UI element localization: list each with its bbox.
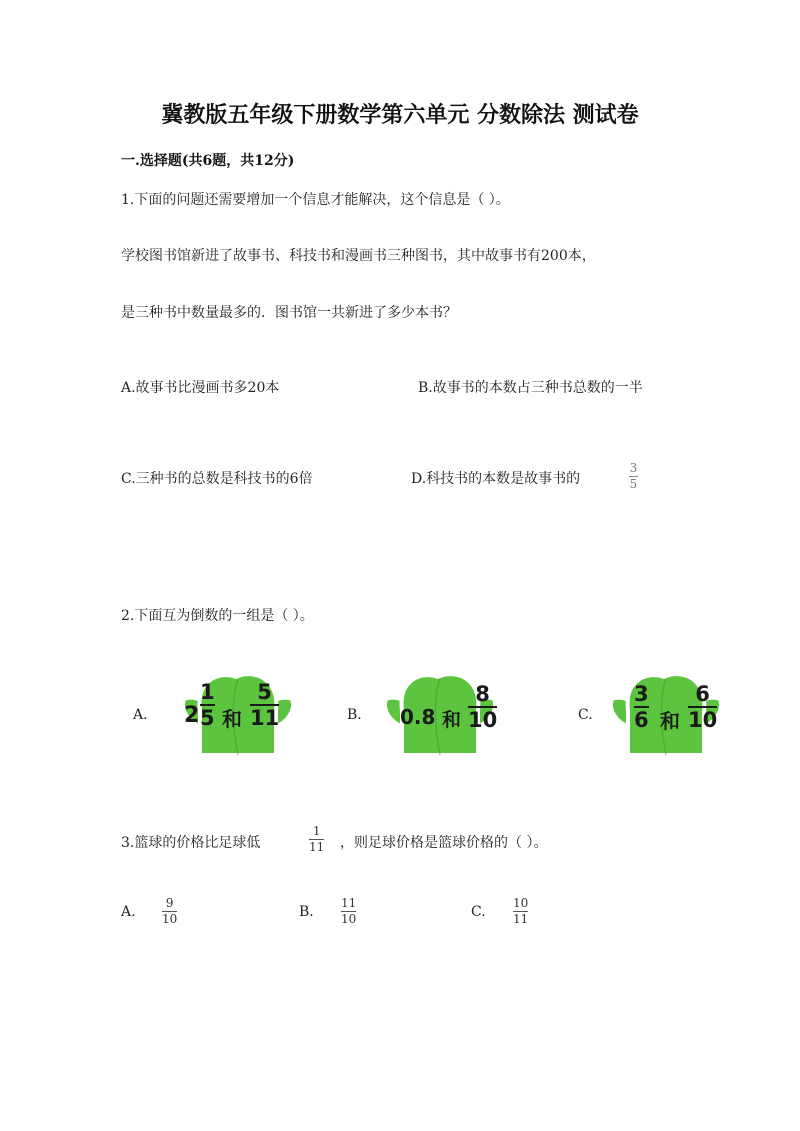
q1-context-line1: 学校图书馆新进了故事书、科技书和漫画书三种图书，其中故事书有200本， [121, 248, 596, 264]
fraction-denominator: 5 [200, 706, 215, 730]
fraction-numerator: 3 [634, 682, 649, 706]
fraction-denominator: 5 [629, 477, 638, 491]
fraction-denominator: 10 [688, 708, 718, 732]
fraction-numerator: 11 [341, 896, 357, 910]
he-connector: 和 [660, 709, 680, 733]
whole-number: 2 [184, 703, 200, 728]
first-fraction [634, 683, 649, 731]
q2-option-a-label[interactable]: A. [133, 707, 148, 723]
q3-stem-before: 3.篮球的价格比足球低 [121, 835, 261, 851]
q1-option-c[interactable]: C.三种书的总数是科技书的6倍 [121, 471, 313, 487]
q2-option-b-hat-image[interactable] [380, 665, 500, 757]
fraction-denominator: 10 [341, 912, 357, 926]
q1-context-line2: 是三种书中数量最多的．图书馆一共新进了多少本书？ [121, 305, 457, 321]
fraction-numerator: 8 [475, 682, 490, 706]
fraction-denominator: 11 [250, 706, 280, 730]
fraction-denominator: 11 [513, 912, 529, 926]
q3-option-b-label[interactable]: B. [299, 904, 314, 920]
fraction-denominator: 6 [634, 708, 649, 732]
page-title: 冀教版五年级下册数学第六单元 分数除法 测试卷 [161, 102, 639, 128]
second-fraction [250, 681, 279, 729]
q3-stem-after: ，则足球价格是篮球价格的（ ）。 [340, 835, 548, 851]
he-connector: 和 [222, 707, 242, 731]
q2-option-c-hat-image[interactable] [606, 665, 726, 757]
q1-option-a[interactable]: A.故事书比漫画书多20本 [121, 380, 280, 396]
fraction-denominator: 10 [162, 912, 178, 926]
fraction-numerator: 1 [200, 680, 215, 704]
fraction-numerator: 10 [513, 896, 529, 910]
fraction-numerator: 3 [629, 461, 638, 475]
q1-option-d[interactable]: D.科技书的本数是故事书的 [411, 471, 581, 487]
fraction-numerator: 1 [312, 824, 321, 838]
fraction-numerator: 9 [165, 896, 174, 910]
q3-option-b-fraction[interactable] [341, 897, 356, 926]
section-heading: 一.选择题(共6题，共12分) [121, 153, 295, 169]
q3-option-c-label[interactable]: C. [471, 904, 486, 920]
second-fraction [688, 683, 717, 731]
q3-option-c-fraction[interactable] [513, 897, 528, 926]
q3-option-a-label[interactable]: A. [121, 904, 136, 920]
mixed-fraction-part [200, 681, 215, 729]
decimal-value: 0.8 [400, 705, 436, 729]
q1-stem: 1.下面的问题还需要增加一个信息才能解决，这个信息是（ ）。 [121, 192, 510, 208]
fraction-denominator: 10 [468, 708, 498, 732]
he-connector: 和 [442, 709, 462, 731]
fraction-numerator: 5 [257, 680, 272, 704]
q2-stem: 2.下面互为倒数的一组是（ ）。 [121, 608, 314, 624]
fraction-numerator: 6 [695, 682, 710, 706]
q3-stem-fraction [309, 825, 324, 854]
q2-option-c-label[interactable]: C. [578, 707, 593, 723]
q2-option-a-hat-image[interactable] [178, 665, 298, 757]
q1-option-b[interactable]: B.故事书的本数占三种书总数的一半 [418, 380, 643, 396]
fraction [468, 683, 497, 731]
fraction-denominator: 11 [309, 840, 325, 854]
q1-option-d-fraction [629, 462, 638, 491]
q2-option-b-label[interactable]: B. [347, 707, 362, 723]
q3-option-a-fraction[interactable] [162, 897, 177, 926]
